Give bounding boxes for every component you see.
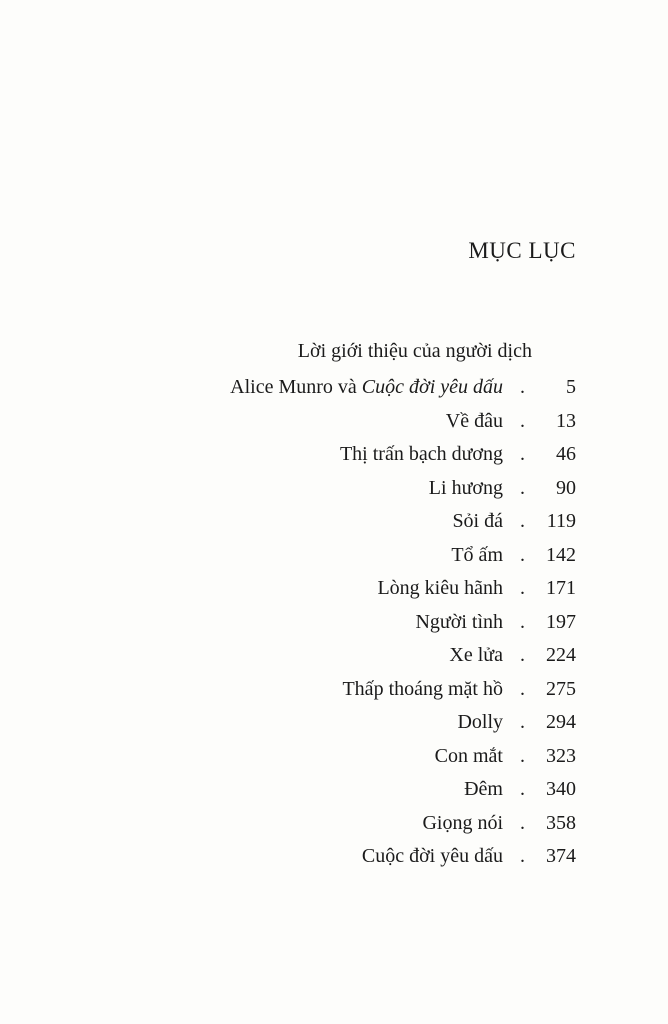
toc-entry-page: 5 — [566, 376, 576, 398]
toc-entry-title: Giọng nói — [422, 811, 503, 834]
toc-entry[interactable] — [0, 674, 668, 708]
toc-entry-title: Con mắt — [434, 744, 503, 767]
toc-entry-dot: . — [520, 409, 525, 432]
toc-entry-title: Tổ ấm — [451, 543, 503, 566]
page-title: MỤC LỤC — [468, 238, 576, 263]
toc-entry-dot: . — [520, 778, 525, 800]
toc-entry[interactable] — [0, 774, 668, 808]
toc-entry[interactable] — [0, 741, 668, 775]
toc-entry-dot: . — [520, 811, 525, 834]
toc-entry-page: 224 — [546, 644, 576, 666]
toc-entry[interactable] — [0, 573, 668, 607]
toc-entry-page: 275 — [546, 677, 576, 700]
toc-entry[interactable] — [0, 808, 668, 842]
toc-entry-title: Xe lửa — [449, 644, 503, 666]
toc-entry-dot: . — [520, 610, 525, 633]
toc-entry-page: 142 — [546, 543, 576, 566]
toc-entry-page: 171 — [546, 577, 576, 599]
toc-entry-page: 46 — [556, 443, 576, 465]
toc-entry-title: Cuộc đời yêu dấu — [361, 845, 503, 867]
toc-entry-title: Sỏi đá — [452, 510, 503, 532]
toc-entry-page: 294 — [546, 711, 576, 733]
toc-entry-title: Đêm — [464, 778, 503, 800]
toc-entry[interactable] — [0, 406, 668, 440]
toc-entry[interactable] — [0, 640, 668, 674]
toc-entry-dot: . — [520, 644, 525, 666]
toc-entry-page: 374 — [546, 845, 576, 867]
toc-entry-page: 119 — [546, 510, 576, 532]
toc-entry-title: Dolly — [457, 711, 503, 733]
toc-entry[interactable] — [0, 473, 668, 507]
toc-entry-title-plain: Alice Munro và — [230, 376, 362, 398]
toc-entry-dot: . — [520, 543, 525, 566]
toc-entry-title-italic: Cuộc đời yêu dấu — [361, 376, 503, 398]
toc-entry-dot: . — [520, 711, 525, 733]
toc-entry-title: Thị trấn bạch dương — [339, 443, 503, 465]
toc-entry-title — [230, 374, 503, 400]
toc-entry[interactable] — [0, 841, 668, 875]
toc-entry-title: Li hương — [428, 476, 503, 499]
toc-entry-dot: . — [520, 443, 525, 465]
toc-entry-page: 340 — [546, 778, 576, 800]
toc-entry-dot: . — [520, 677, 525, 700]
toc-entry[interactable] — [0, 540, 668, 574]
toc-entry[interactable] — [0, 506, 668, 540]
intro-label: Lời giới thiệu của người dịch — [297, 340, 532, 362]
toc-entry-dot: . — [520, 577, 525, 599]
toc-entry-dot: . — [520, 845, 525, 867]
toc-entry[interactable] — [0, 372, 668, 406]
toc-entry-title: Về đâu — [445, 409, 503, 432]
toc-entry-title: Lòng kiêu hãnh — [377, 577, 503, 599]
toc-entry[interactable] — [0, 707, 668, 741]
toc-entry-dot: . — [520, 744, 525, 767]
toc-entry-dot: . — [520, 476, 525, 499]
toc-entry[interactable] — [0, 439, 668, 473]
toc-entry-title: Người tình — [415, 610, 503, 633]
toc-entry-dot: . — [520, 510, 525, 532]
toc-entry-page: 197 — [546, 610, 576, 633]
toc-list — [0, 372, 668, 875]
toc-entry-page: 358 — [546, 811, 576, 834]
toc-entry[interactable] — [0, 607, 668, 641]
toc-entry-dot: . — [520, 376, 525, 398]
toc-entry-page: 90 — [556, 476, 576, 499]
toc-entry-page: 323 — [546, 744, 576, 767]
toc-entry-page: 13 — [556, 409, 576, 432]
toc-entry-title: Thấp thoáng mặt hồ — [342, 677, 503, 700]
toc-entries — [0, 406, 668, 875]
